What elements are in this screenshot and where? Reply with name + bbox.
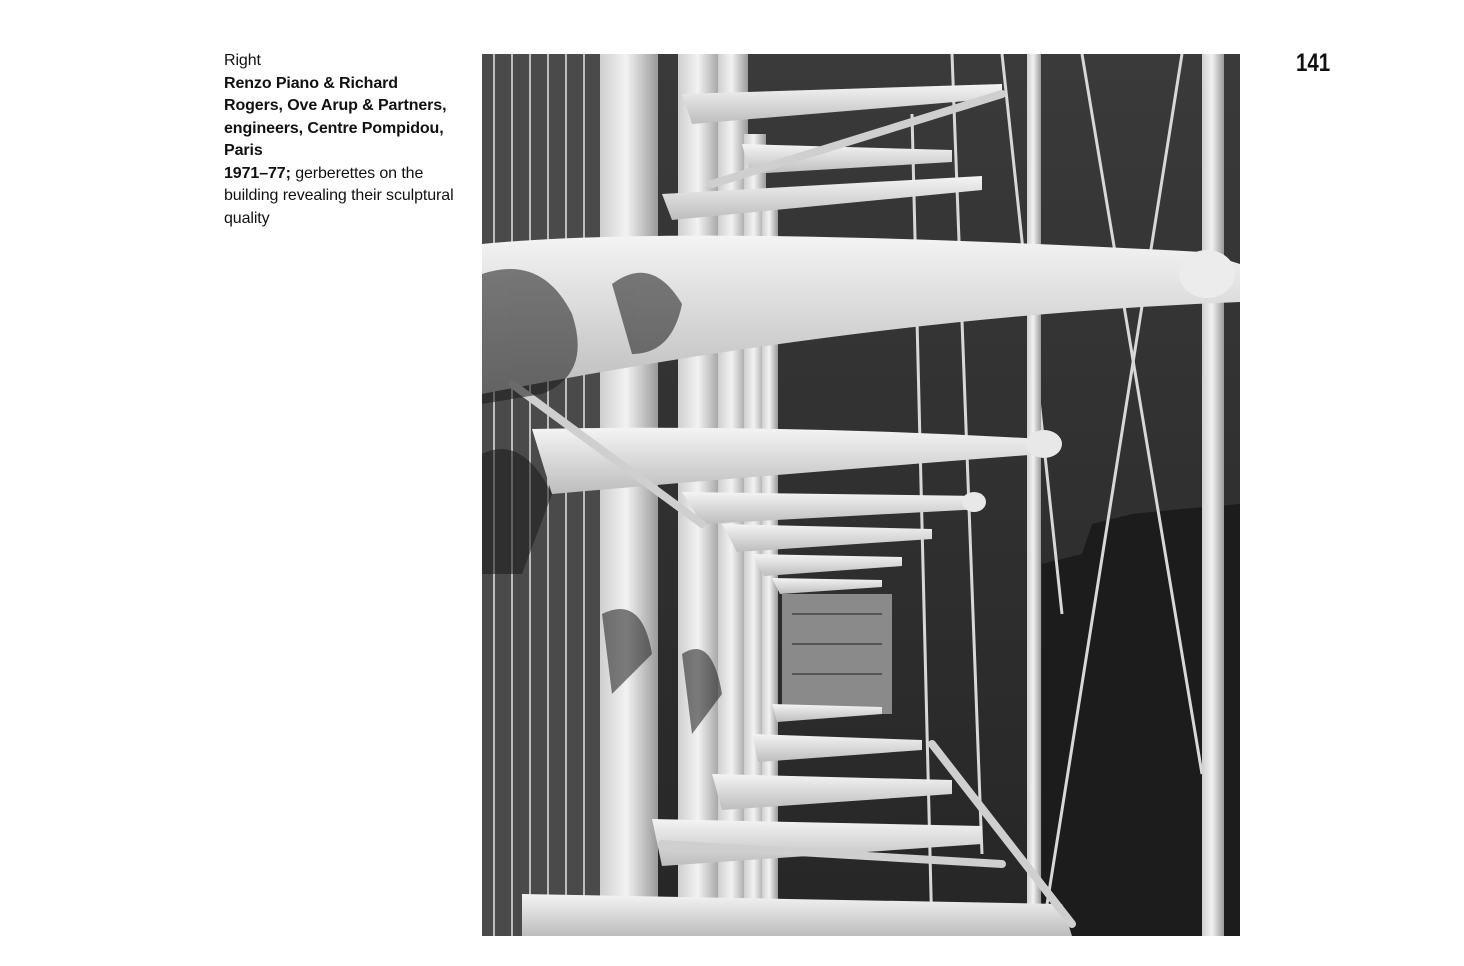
gerberette-large-joint — [1179, 250, 1235, 298]
column-right-slim — [1027, 54, 1041, 936]
caption-credit: Renzo Piano & Richard Rogers, Ove Arup & Partners, engineers, Centre Pompidou, Paris — [224, 74, 447, 159]
caption-body — [224, 73, 459, 231]
gerberette-level-3-joint — [962, 492, 986, 512]
figure-caption — [224, 50, 459, 230]
page-number: 141 — [1296, 49, 1331, 77]
column-right-edge — [1202, 54, 1224, 936]
column-front — [600, 54, 658, 936]
distant-facade — [782, 594, 892, 714]
gerberette-level-2-joint — [1026, 430, 1062, 458]
caption-dates: 1971–77; — [224, 164, 291, 182]
caption-description: gerberettes on the building revealing their sculptural quality — [224, 164, 454, 227]
architecture-photograph — [482, 54, 1240, 936]
photo-illustration — [482, 54, 1240, 936]
caption-position-label: Right — [224, 52, 261, 69]
